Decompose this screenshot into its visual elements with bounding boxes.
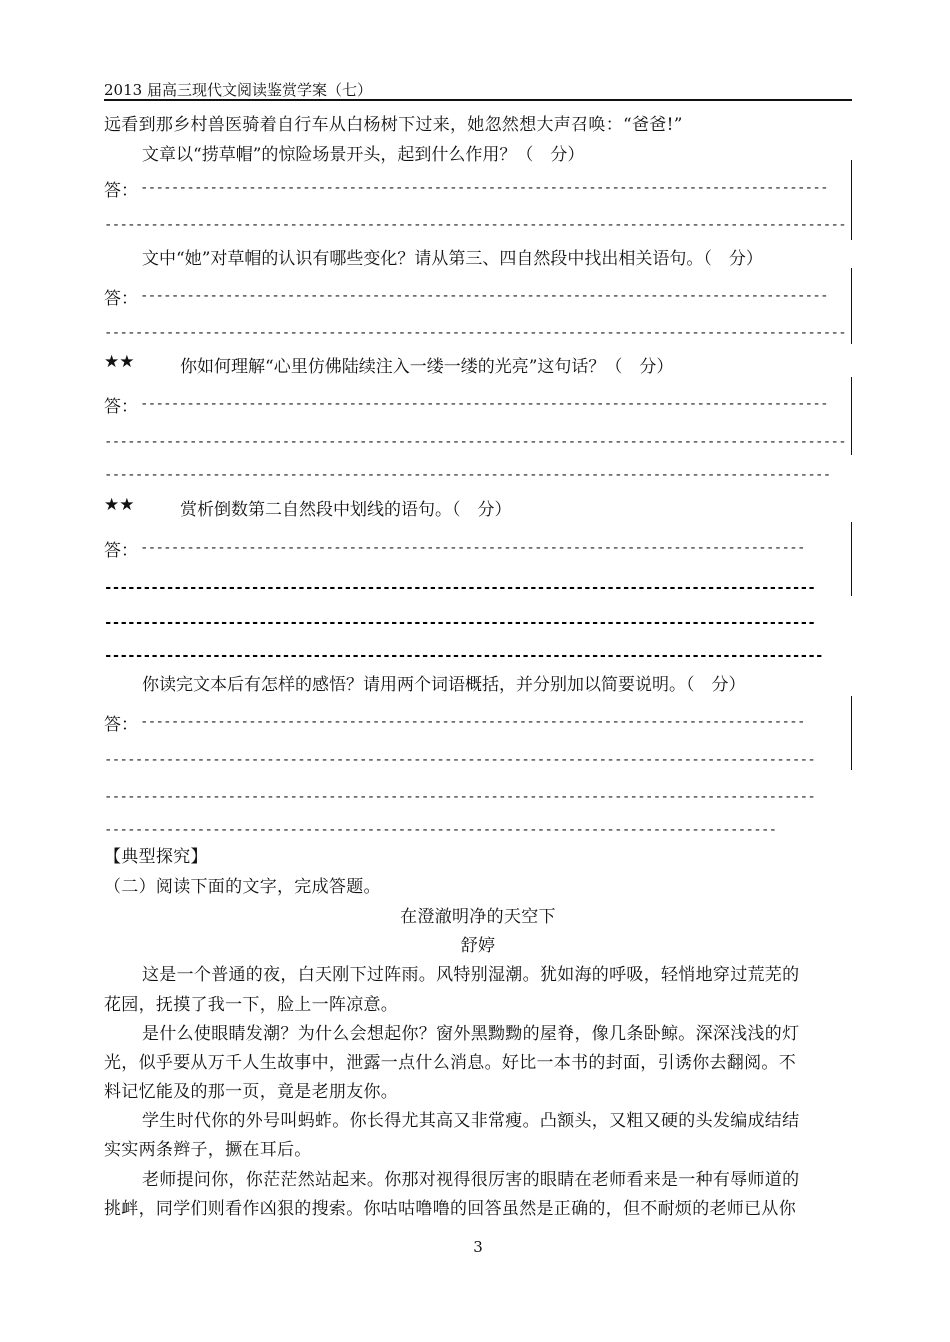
question-1: 文章以“捞草帽”的惊险场景开头，起到什么作用？（ 分） bbox=[142, 145, 585, 165]
article-author: 舒婷 bbox=[460, 936, 496, 956]
answer-line[interactable]: -------------------------------------------------------------------------------------- bbox=[140, 540, 805, 556]
answer-line[interactable]: -------------------------------------------------------------------------------------------- bbox=[104, 752, 816, 768]
answer-line[interactable]: -------------------------------------------------------------------------------------------- bbox=[104, 580, 816, 596]
header-title: 2013 届高三现代文阅读鉴赏学案（七） bbox=[104, 81, 372, 99]
answer-line[interactable]: -------------------------------------------------------------------------------------- bbox=[140, 714, 805, 730]
margin-bar bbox=[851, 160, 852, 240]
article-line: 这是一个普通的夜，白天刚下过阵雨。风特别湿潮。犹如海的呼吸，轻悄地穿过荒芜的 bbox=[142, 965, 800, 985]
margin-bar bbox=[851, 522, 852, 596]
section-title: 【典型探究】 bbox=[104, 847, 208, 867]
article-line: 学生时代你的外号叫蚂蚱。你长得尤其高又非常瘦。凸额头，又粗又硬的头发编成结结 bbox=[142, 1111, 800, 1131]
question-4: 赏析倒数第二自然段中划线的语句。（ 分） bbox=[180, 500, 512, 520]
intro-line: 远看到那乡村兽医骑着自行车从白杨树下过来，她忽然想大声召唤：“爸爸!” bbox=[104, 115, 683, 135]
answer-line[interactable]: ---------------------------------------------------------------------------------------------- bbox=[104, 467, 831, 483]
answer-line[interactable]: ------------------------------------------------------------------------------------------------ bbox=[104, 217, 846, 233]
article-line: 花园，抚摸了我一下，脸上一阵凉意。 bbox=[104, 995, 399, 1015]
answer-line[interactable]: -------------------------------------------------------------------------------------------- bbox=[104, 615, 816, 631]
answer-line[interactable]: --------------------------------------------------------------------------------------- bbox=[104, 822, 777, 838]
star-rating: ★★ bbox=[104, 495, 135, 515]
question-3: 你如何理解“心里仿佛陆续注入一缕一缕的光亮”这句话？（ 分） bbox=[180, 357, 674, 377]
answer-line[interactable]: ----------------------------------------------------------------------------------------- bbox=[140, 288, 828, 304]
answer-line[interactable]: --------------------------------------------------------------------------------------------- bbox=[104, 648, 823, 664]
article-line: 光，似乎要从万千人生故事中，泄露一点什么消息。好比一本书的封面，引诱你去翻阅。不 bbox=[104, 1053, 796, 1073]
article-line: 实实两条辫子，撅在耳后。 bbox=[104, 1140, 312, 1160]
article-line: 老师提问你，你茫茫然站起来。你那对视得很厉害的眼睛在老师看来是一种有辱师道的 bbox=[142, 1170, 800, 1190]
question-5: 你读完文本后有怎样的感悟？请用两个词语概括，并分别加以简要说明。（ 分） bbox=[142, 675, 746, 695]
answer-label: 答： bbox=[104, 715, 138, 735]
answer-line[interactable]: ------------------------------------------------------------------------------------------------ bbox=[104, 325, 846, 341]
article-line: 挑衅，同学们则看作凶狠的搜索。你咕咕噜噜的回答虽然是正确的，但不耐烦的老师已从你 bbox=[104, 1199, 796, 1219]
margin-bar bbox=[851, 377, 852, 455]
article-line: 料记忆能及的那一页，竟是老朋友你。 bbox=[104, 1082, 399, 1102]
answer-line[interactable]: ------------------------------------------------------------------------------------------------ bbox=[104, 434, 846, 450]
question-2: 文中“她”对草帽的认识有哪些变化？请从第三、四自然段中找出相关语句。（ 分） bbox=[142, 249, 763, 269]
answer-line[interactable]: -------------------------------------------------------------------------------------------- bbox=[104, 789, 816, 805]
margin-bar bbox=[851, 696, 852, 770]
article-line: 是什么使眼睛发潮？为什么会想起你？窗外黑黝黝的屋脊，像几条卧鲸。深深浅浅的灯 bbox=[142, 1024, 800, 1044]
answer-label: 答： bbox=[104, 289, 138, 309]
margin-bar bbox=[851, 268, 852, 344]
answer-label: 答： bbox=[104, 541, 138, 561]
article-title: 在澄澈明净的天空下 bbox=[400, 907, 556, 927]
answer-label: 答： bbox=[104, 181, 138, 201]
answer-label: 答： bbox=[104, 397, 138, 417]
star-rating: ★★ bbox=[104, 352, 135, 372]
answer-line[interactable]: ----------------------------------------------------------------------------------------- bbox=[140, 396, 828, 412]
header-rule bbox=[104, 99, 852, 101]
answer-line[interactable]: ----------------------------------------------------------------------------------------- bbox=[140, 180, 828, 196]
page-number: 3 bbox=[473, 1238, 483, 1256]
task-line: （二）阅读下面的文字，完成答题。 bbox=[104, 877, 381, 897]
